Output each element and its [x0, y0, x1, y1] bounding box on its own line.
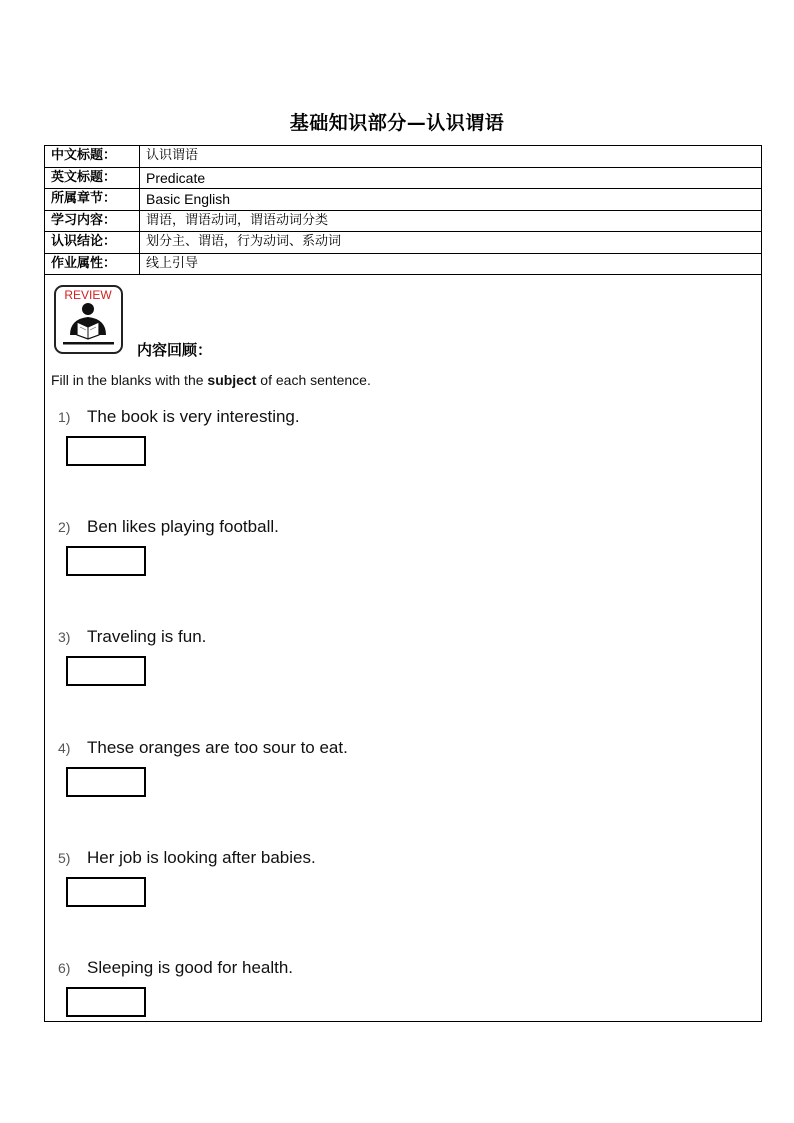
info-value: Predicate [140, 167, 762, 189]
question-text: Her job is looking after babies. [87, 848, 316, 867]
page-title: 基础知识部分—认识谓语 [289, 112, 505, 134]
review-icon-graphic [56, 287, 121, 352]
info-row-content [45, 210, 761, 232]
info-row-chapter [45, 189, 761, 211]
info-value: 认识谓语 [140, 146, 762, 167]
info-value: 谓语，谓语动词，谓语动词分类 [140, 210, 762, 232]
info-label: 所属章节： [45, 189, 140, 211]
info-label: 作业属性： [45, 253, 140, 275]
answer-box[interactable] [66, 877, 146, 907]
info-label: 学习内容： [45, 210, 140, 232]
info-label: 英文标题： [45, 167, 140, 189]
answer-box[interactable] [66, 436, 146, 466]
info-row-assignment-type [45, 253, 761, 275]
question-number: 1) [58, 409, 71, 425]
answer-box[interactable] [66, 987, 146, 1017]
info-value: 线上引导 [140, 253, 762, 275]
question-text: Ben likes playing football. [87, 517, 279, 536]
instruction-after: of each sentence. [256, 372, 371, 388]
review-icon-label: REVIEW [64, 288, 112, 302]
question-text: Sleeping is good for health. [87, 958, 294, 977]
question-text: Traveling is fun. [87, 627, 207, 646]
instruction-before: Fill in the blanks with the [51, 372, 208, 388]
answer-box[interactable] [66, 767, 146, 797]
instruction-bold: subject [207, 372, 257, 388]
worksheet-frame [44, 145, 762, 1022]
info-row-english-title [45, 167, 761, 189]
info-value: Basic English [140, 189, 762, 211]
question-text: The book is very interesting. [87, 407, 300, 426]
question-number: 2) [58, 519, 71, 535]
answer-box[interactable] [66, 656, 146, 686]
info-row-conclusion [45, 232, 761, 254]
question-number: 5) [58, 850, 71, 866]
question-number: 6) [58, 960, 71, 976]
question-number: 4) [58, 740, 71, 756]
question-text: These oranges are too sour to eat. [87, 738, 348, 757]
review-reading-icon [54, 285, 123, 354]
info-label: 中文标题： [45, 146, 140, 167]
answer-box[interactable] [66, 546, 146, 576]
info-row-chinese-title [45, 146, 761, 167]
info-value: 划分主、谓语，行为动词、系动词 [140, 232, 762, 254]
info-table [45, 146, 761, 275]
question-number: 3) [58, 629, 71, 645]
instruction-text [51, 372, 371, 388]
review-section-title: 内容回顾： [137, 341, 213, 359]
info-label: 认识结论： [45, 232, 140, 254]
